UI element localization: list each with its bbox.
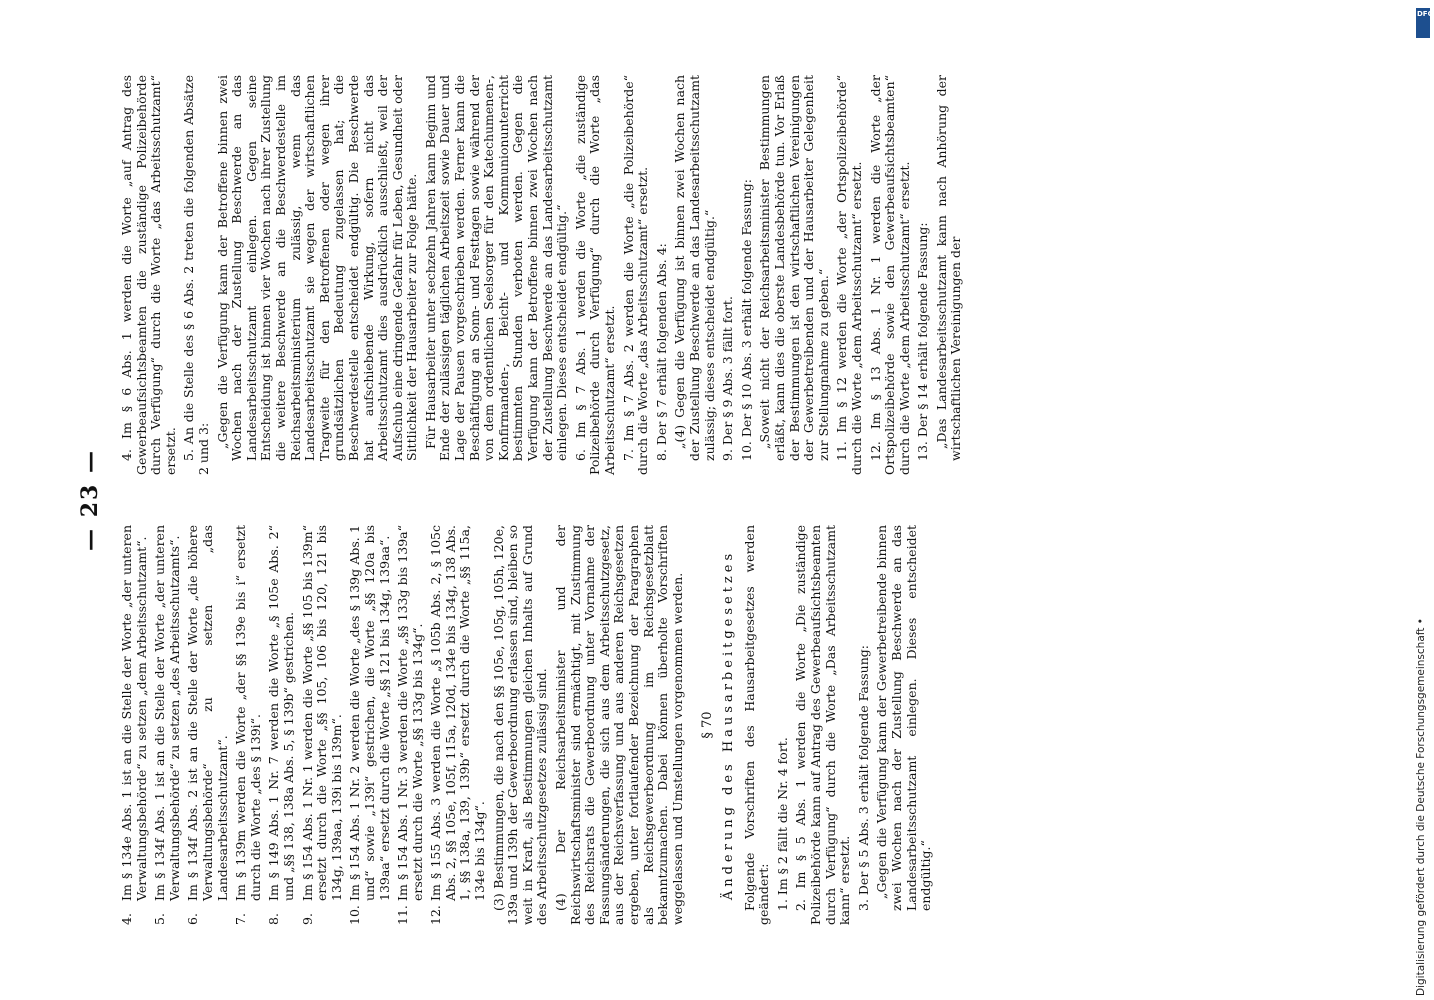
amendment-item: 13. Der § 14 erhält folgende Fassung: [915,222,931,461]
quoted-text: „Soweit nicht der Reichsarbeitsminister Bestimmungen erläßt, kann dies die oberste Landesbehörde tun. Vor Erlaß der Bestimmungen ist den wirtschaftlichen Vereinigungen der Gewerbetreibenden und der Hausarbeiter Gelegenheit zur Stellungnahme zu geben.“ [757,75,831,461]
amendment-item: 11. Im § 12 werden die Worte „der Ortspolizeibehörde“ durch die Worte „dem Arbeitsschutzamt“ ersetzt. [834,75,864,475]
list-item [429,525,487,925]
paragraph: (3) Bestimmungen, die nach den §§ 105e, 105g, 105h, 120e, 139a und 139h der Gewerbeordnung erlassen sind, bleiben so weit in Kraft, als Bestimmungen gleichen Inhalts auf Grund des Arbeitsschutzgesetzes zulässig sind. [490,525,550,925]
list-item [348,525,392,925]
amendment-item: 8. Der § 7 erhält folgenden Abs. 4: [653,243,669,461]
amendment-item: 3. Der § 5 Abs. 3 erhält folgende Fassung: [855,645,871,911]
item-text: Im § 134f Abs. 2 ist an die Stelle der Worte „die höhere Verwaltungsbehörde“ zu setzen „das Landesarbeitsschutzamt“. [185,525,230,901]
list-item [120,525,149,925]
quoted-text: Für Hausarbeiter unter sechzehn Jahren kann Beginn und Ende der zulässigen täglichen Arbeitszeit sowie Dauer und Lage der Pausen vorgeschrieben werden. Ferner kann die Beschäftigung an Sonn- und Festtagen sowie während der von dem ordentlichen Seelsorger für den Katechumenen-, Konfirmanden-, Beicht- und Kommunionunterricht bestimmten Stunden verboten werden. Gegen die Verfügung kann der Betroffene binnen zwei Wochen nach der Zustellung Beschwerde an das Landesarbeitsschutzamt einlegen. Dieses entscheidet endgültig.“ [422,75,570,461]
item-text: Im § 149 Abs. 1 Nr. 7 werden die Worte „§ 105e Abs. 2“ und „§§ 138, 138a Abs. 5, § 139b“ gestrichen. [266,525,296,901]
digitization-credit [1414,6,1432,996]
amendment-item: 1. Im § 2 fällt die Nr. 4 fort. [774,737,790,911]
rotated-printed-page [65,50,1365,950]
item-number: 11. [395,905,411,925]
item-number: 9. [299,913,315,925]
section-heading: Änderung des Hausarbeitgesetzes [720,549,736,901]
quoted-text: „Das Landesarbeitsschutzamt kann nach Anhörung der wirtschaftlichen Vereinigungen der [933,75,964,461]
left-column [120,525,938,925]
item-number: 8. [266,913,282,925]
list-item [234,525,263,925]
item-text: Im § 134f Abs. 1 ist an die Stelle der Worte „der unteren Verwaltungsbehörde“ zu setzen „des Arbeitsschutzamts“. [152,525,182,901]
item-text: Im § 134e Abs. 1 ist an die Stelle der Worte „der unteren Verwaltungsbehörde“ zu setzen „dem Arbeitsschutzamt“. [119,525,149,901]
digitization-credit-text: Digitalisierung gefördert durch die Deutsche Forschungsgemeinschaft • [1415,618,1427,996]
item-text: Im § 155 Abs. 3 werden die Worte „§ 105b Abs. 2, § 105c Abs. 2, §§ 105e, 105f, 115a, 120d, 134e bis 134g, 138 Abs. 1, §§ 138a, 139, 139b“ ersetzt durch die Worte „§§ 115a, 134e bis 134g“. [428,525,488,901]
list-item [153,525,182,925]
item-number: 5. [152,913,168,925]
amendment-item: 2. Im § 5 Abs. 1 werden die Worte „Die zuständige Polizeibehörde kann auf Antrag des Gewerbeaufsichtsbeamten durch Verfügung“ durch die Worte „Das Arbeitsschutzamt kann“ ersetzt. [793,525,853,925]
dfg-logo-text: DFG [1417,10,1434,18]
dfg-logo [1416,8,1434,38]
item-number: 6. [185,913,201,925]
item-number: 10. [347,905,363,925]
amendment-item: 6. Im § 7 Abs. 1 werden die Worte „die zuständige Polizeibehörde durch Verfügung“ durch die Worte „das Arbeitsschutzamt“ ersetzt. [572,75,617,475]
paragraph: (4) Der Reichsarbeitsminister und der Reichswirtschaftsminister sind ermächtigt, mit Zustimmung des Reichsrats die Gewerbeordnung unter Vornahme der Fassungsänderungen, die sich aus dem Arbeitsschutzgesetz, aus der Reichsverfassung und aus anderen Reichsgesetzen ergeben, unter fortlaufender Bezeichnung der Paragraphen als Reichsgewerbeordnung im Reichsgesetzblatt bekanntzumachen. Dabei können überholte Vorschriften weggelassen und Umstellungen vorgenommen werden. [553,525,685,925]
paragraph: Folgende Vorschriften des Hausarbeitgesetzes werden geändert: [741,525,772,925]
list-item [301,525,345,925]
amendment-item: 4. Im § 6 Abs. 1 werden die Worte „auf Antrag des Gewerbeaufsichtsbeamten die zuständige Polizeibehörde durch Verfügung“ durch die Worte „das Arbeitsschutzamt“ ersetzt. [119,75,178,475]
amendment-item: 7. Im § 7 Abs. 2 werden die Worte „die Polizeibehörde“ durch die Worte „das Arbeitsschutzamt“ ersetzt. [620,75,651,475]
quoted-text: „(4) Gegen die Verfügung ist binnen zwei Wochen nach der Zustellung Beschwerde an das Landesarbeitsschutzamt zulässig; dieses entscheidet endgültig.“ [672,75,717,461]
amendment-item: 10. Der § 10 Abs. 3 erhält folgende Fassung: [738,179,754,461]
amendment-item: 9. Der § 9 Abs. 3 fällt fort. [720,296,736,461]
item-text: Im § 154 Abs. 1 Nr. 1 werden die Worte „§§ 105 bis 139m“ ersetzt durch die Worte „§§ 105, 106 bis 120, 121 bis 134g, 139aa, 139i bis 139m“. [299,525,344,901]
list-item [267,525,296,925]
section-number: § 70 [700,711,716,739]
list-item [186,525,230,925]
right-column [120,75,968,475]
item-text: Im § 154 Abs. 1 Nr. 3 werden die Worte „§§ 133g bis 139a“ ersetzt durch die Worte „§§ 133g bis 134g“. [395,525,425,901]
item-number: 7. [233,913,249,925]
quoted-text: „Gegen die Verfügung kann der Betroffene binnen zwei Wochen nach der Zustellung Beschwerde an das Landesarbeitsschutzamt einlegen. Gegen seine Entscheidung ist binnen vier Wochen nach ihrer Zustellung die weitere Beschwerde an die Beschwerdestelle im Reichsarbeitsministerium zulässig, wenn das Landesarbeitsschutzamt sie wegen der wirtschaftlichen Tragweite für den Betroffenen oder wegen ihrer grundsätzlichen Bedeutung zugelassen hat; die Beschwerdestelle entscheidet endgültig. Die Beschwerde hat aufschiebende Wirkung, sofern nicht das Arbeitsschutzamt dies ausdrücklich ausschließt, weil der Aufschub eine dringende Gefahr für Leben, Gesundheit oder Sittlichkeit der Hausarbeiter zur Folge hätte. [214,75,420,461]
item-text: Im § 154 Abs. 1 Nr. 2 werden die Worte „des § 139g Abs. 1 und“ sowie „139i“ gestrichen, die Worte „§§ 120a bis 139aa“ ersetzt durch die Worte „§§ 121 bis 134g, 139aa“. [347,525,392,901]
list-item [396,525,425,925]
quoted-text: „Gegen die Verfügung kann der Gewerbetreibende binnen zwei Wochen nach der Zustellung Beschwerde an das Landesarbeitsschutzamt einlegen. Dieses entscheidet endgültig.“ [874,525,934,911]
amendment-item: 5. An die Stelle des § 6 Abs. 2 treten die folgenden Absätze 2 und 3: [181,75,211,475]
amendment-item: 12. Im § 13 Abs. 1 Nr. 1 werden die Worte „der Ortspolizeibehörde sowie den Gewerbeaufsichtsbeamten“ durch die Worte „dem Arbeitsschutzamt“ ersetzt. [867,75,912,475]
item-number: 4. [119,913,134,925]
page-number: — 23 — [77,449,103,551]
item-number: 12. [428,905,444,925]
item-text: Im § 139m werden die Worte „der §§ 139e bis i“ ersetzt durch die Worte „des § 139i“. [233,525,263,901]
